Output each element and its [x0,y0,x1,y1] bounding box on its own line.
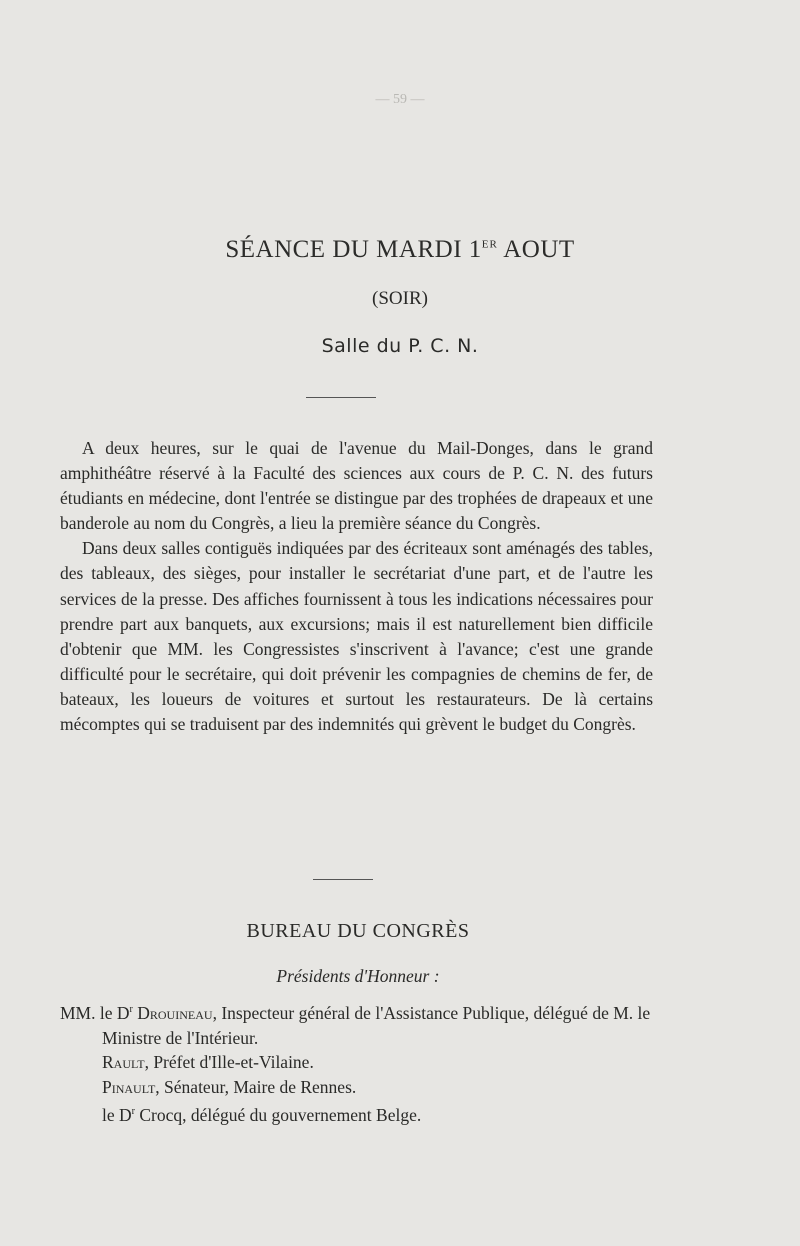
president-title: le D [99,1002,130,1023]
president-role: Crocq, délégué du gouvernement Belge. [135,1104,422,1125]
paragraph: A deux heures, sur le quai de l'avenue du Mail-Donges, dans le grand amphithéâtre réservé à la Faculté des sciences aux cours de P. C. N. des futurs étudiants en médecine, dont l'entrée se distingue par des trophées de drapeaux et une banderole au nom du Congrès, a lieu la première séance du Congrès. [60,438,653,534]
president-entry [60,1100,655,1128]
session-location: Salle du P. C. N. [321,335,479,357]
divider-rule [306,397,376,398]
president-name: Drouineau [137,1002,213,1023]
session-heading-end: AOUT [497,236,575,263]
session-heading [0,236,800,264]
president-role: , Sénateur, Maire de Rennes. [155,1077,357,1098]
president-name: Pinault [102,1077,156,1098]
bureau-heading: BUREAU DU CONGRÈS [246,920,470,942]
session-subtitle: (SOIR) [372,288,428,309]
president-name: Rault [102,1052,145,1073]
presidents-label: Présidents d'Honneur : [276,966,440,986]
president-entry [60,1050,655,1075]
presidents-list [60,998,655,1128]
president-entry [60,1075,655,1100]
president-role: , Inspecteur général de l'Assistance Publique, délégué de M. le Ministre de l'Intérieur. [102,1002,651,1048]
president-title: le D [102,1104,132,1125]
body-text [60,436,653,737]
president-title-sup: r [131,1106,135,1118]
divider-rule [313,879,373,880]
president-role: , Préfet d'Ille-et-Vilaine. [144,1052,314,1073]
session-heading-sup: ER [481,238,498,251]
paragraph: Dans deux salles contiguës indiquées par des écriteaux sont aménagés des tables, des tableaux, des sièges, pour installer le secrétariat d'une part, et de l'autre les services de la presse. Des affiches fournissent à tous les indications nécessaires pour prendre part aux banquets, aux excursions; mais il est naturellement bien difficile d'obtenir que MM. les Congressistes s'inscrivent à l'avance; c'est une grande difficulté pour le secrétaire, qui doit prévenir les compagnies de chemins de fer, de bateaux, les loueurs de voitures et surtout les restaurateurs. De là certains mécomptes qui se traduisent par des indemnités qui grèvent le budget du Congrès. [60,538,653,735]
session-heading-main: SÉANCE DU MARDI 1 [225,236,482,263]
president-title-sup: r [129,1004,133,1015]
page-number: — 59 — [375,92,425,107]
president-entry [60,998,655,1050]
entry-prefix: MM. [60,1002,96,1023]
